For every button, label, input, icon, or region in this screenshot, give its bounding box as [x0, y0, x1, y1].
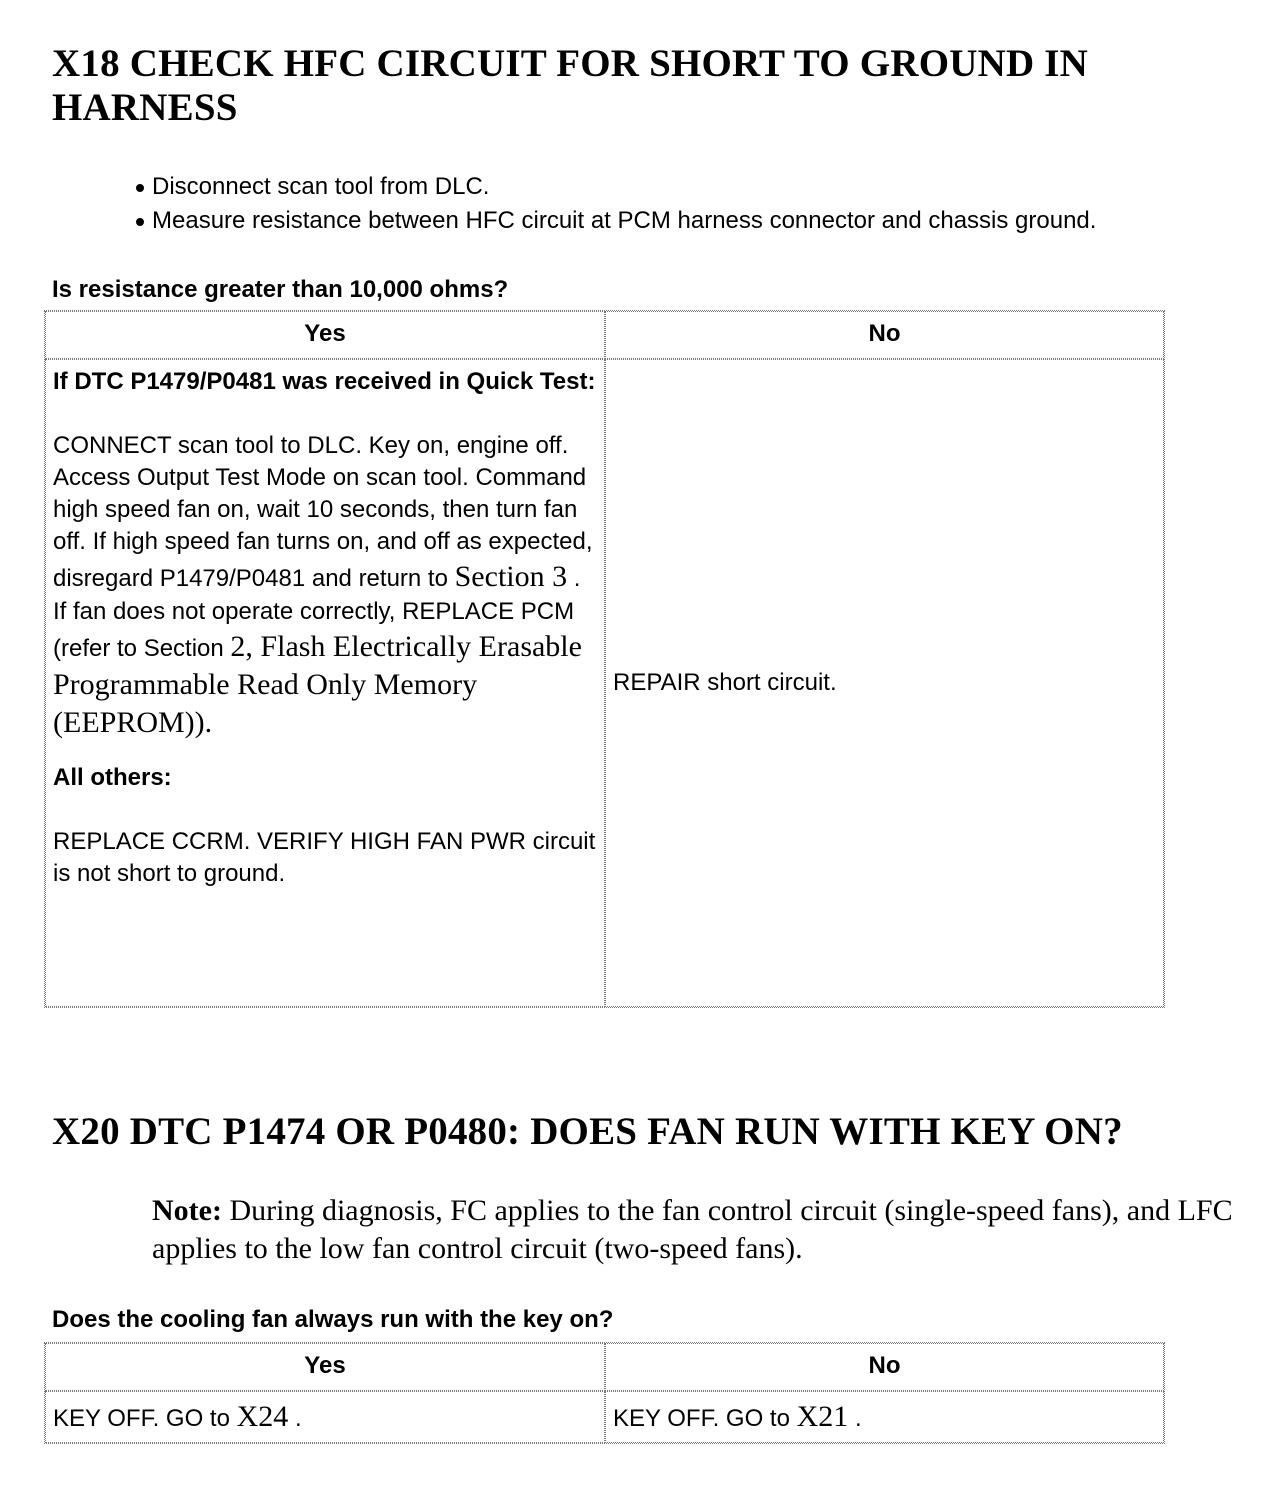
no-action-suffix: .	[854, 1405, 862, 1432]
x18-decision-table	[44, 310, 1165, 1008]
no-action-text: KEY OFF. GO to	[613, 1405, 790, 1432]
x20-note	[152, 1192, 1252, 1268]
step-text: Measure resistance between HFC circuit at PCM harness connector and chassis ground.	[152, 207, 1097, 234]
no-header: No	[605, 1343, 1164, 1391]
x20-title: X20 DTC P1474 OR P0480: DOES FAN RUN WITH KEY ON?	[52, 1110, 1123, 1153]
x18-question: Is resistance greater than 10,000 ohms?	[52, 276, 509, 303]
no-cell	[605, 1391, 1164, 1443]
x20-decision-table	[44, 1342, 1165, 1444]
instruction-text: CONNECT scan tool to DLC. Key on, engine off. Access Output Test Mode on scan tool. Command high speed fan on, wait 10 seconds, then turn fan off. If high speed fan turns on, and off as expected, disregard P1479/P0481 and return to	[53, 432, 593, 592]
yes-header: Yes	[45, 1343, 605, 1391]
x18-title: X18 CHECK HFC CIRCUIT FOR SHORT TO GROUND IN HARNESS	[52, 42, 1089, 129]
note-label: Note:	[152, 1194, 222, 1227]
note-text: During diagnosis, FC applies to the fan control circuit (single-speed fans), and LFC applies to the low fan control circuit (two-speed fans).	[152, 1194, 1233, 1265]
yes-header: Yes	[45, 311, 605, 359]
yes-instructions	[53, 430, 597, 742]
yes-action-suffix: .	[294, 1405, 302, 1432]
x24-link[interactable]: X24	[236, 1400, 289, 1433]
list-item	[0, 170, 1096, 204]
eeprom-section-link[interactable]: 2, Flash Electrically Erasable Programmable Read Only Memory (EEPROM)).	[53, 630, 582, 739]
no-header: No	[605, 311, 1164, 359]
x18-steps-list	[0, 170, 1096, 238]
step-text: Disconnect scan tool from DLC.	[152, 173, 490, 200]
yes-heading-quick-test: If DTC P1479/P0481 was received in Quick Test:	[53, 368, 596, 395]
yes-all-others-text: REPLACE CCRM. VERIFY HIGH FAN PWR circuit is not short to ground.	[53, 828, 596, 887]
yes-cell	[45, 359, 605, 1007]
section-3-link[interactable]: Section 3	[454, 560, 568, 593]
instruction-text-cont: . If fan does not operate correctly, REPLACE PCM (refer to Section	[53, 565, 581, 662]
x20-question: Does the cooling fan always run with the key on?	[52, 1306, 614, 1333]
no-action-text: REPAIR short circuit.	[613, 669, 837, 696]
x21-link[interactable]: X21	[796, 1400, 849, 1433]
bullet-icon	[136, 218, 144, 226]
bullet-icon	[136, 184, 144, 192]
list-item	[0, 204, 1096, 238]
yes-action-text: KEY OFF. GO to	[53, 1405, 230, 1432]
no-cell	[605, 359, 1164, 1007]
yes-cell	[45, 1391, 605, 1443]
yes-heading-all-others: All others:	[53, 764, 172, 791]
